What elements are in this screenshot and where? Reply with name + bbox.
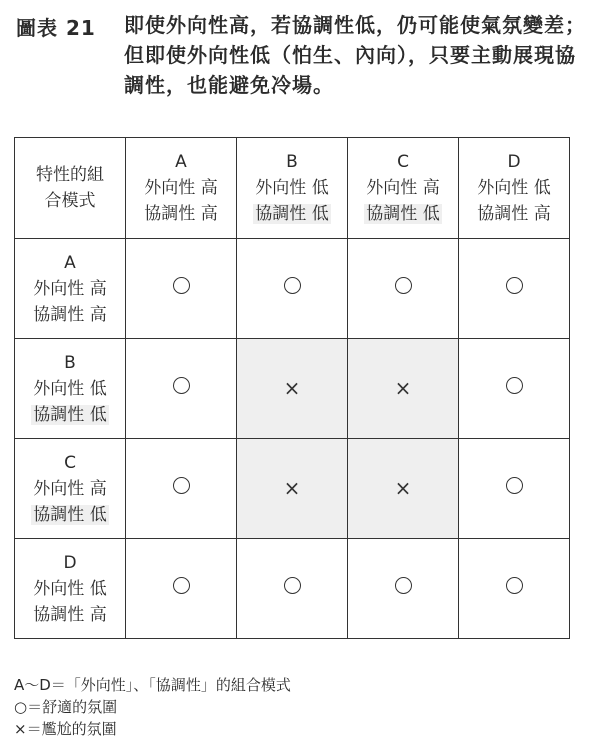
cross-icon: × [283, 375, 301, 400]
circle-icon [506, 377, 523, 394]
row-agreeableness: 協調性 低 [33, 504, 107, 525]
matrix-cell-shaded [237, 339, 348, 439]
matrix-cell [126, 439, 237, 539]
circle-icon [173, 577, 190, 594]
corner-label-line1: 特性的組 [36, 165, 104, 185]
column-agreeableness: 協調性 低 [366, 204, 440, 224]
circle-icon [506, 277, 523, 294]
column-extraversion: 外向性 高 [144, 178, 218, 198]
legend [14, 674, 291, 740]
column-extraversion: 外向性 低 [477, 178, 551, 198]
row-agreeableness: 協調性 高 [33, 604, 107, 625]
matrix-cell [459, 439, 570, 539]
circle-icon [173, 477, 190, 494]
column-letter: A [175, 152, 187, 172]
cross-icon: × [283, 475, 301, 500]
column-header-b [237, 138, 348, 239]
cross-icon: × [394, 375, 412, 400]
circle-icon [395, 577, 412, 594]
column-letter: D [507, 152, 521, 172]
legend-cross-note: ×＝尷尬的氛圍 [14, 720, 117, 738]
column-extraversion: 外向性 低 [255, 178, 329, 198]
matrix-cell [126, 539, 237, 639]
row-extraversion: 外向性 低 [33, 378, 107, 399]
column-header-d [459, 138, 570, 239]
corner-cell [15, 138, 126, 239]
legend-pattern-note: A～D＝「外向性」、「協調性」的組合模式 [14, 676, 291, 694]
cross-icon: × [394, 475, 412, 500]
legend-circle-note: ○＝舒適的氛圍 [14, 698, 118, 716]
row-letter: D [63, 552, 77, 573]
matrix-cell [459, 539, 570, 639]
column-agreeableness: 協調性 高 [477, 204, 551, 224]
circle-icon [284, 577, 301, 594]
combination-matrix [14, 137, 570, 639]
matrix-cell [237, 539, 348, 639]
table-row-c [15, 439, 570, 539]
figure-caption: 即使外向性高，若協調性低，仍可能使氣氛變差；但即使外向性低（怕生、內向），只要主動展現協調性，也能避免冷場。 [124, 13, 586, 97]
column-header-a [126, 138, 237, 239]
table-row-a [15, 239, 570, 339]
row-letter: B [64, 352, 76, 373]
row-header-c [15, 439, 126, 539]
circle-icon [506, 577, 523, 594]
corner-label-line2: 合模式 [44, 191, 96, 211]
table-row-b [15, 339, 570, 439]
header-row [15, 138, 570, 239]
matrix-cell [237, 239, 348, 339]
column-header-c [348, 138, 459, 239]
matrix-cell [459, 339, 570, 439]
row-header-a [15, 239, 126, 339]
column-extraversion: 外向性 高 [366, 178, 440, 198]
circle-icon [173, 377, 190, 394]
column-letter: C [397, 152, 409, 172]
matrix-cell [126, 339, 237, 439]
matrix-cell [459, 239, 570, 339]
row-header-d [15, 539, 126, 639]
row-extraversion: 外向性 低 [33, 578, 107, 599]
row-agreeableness: 協調性 低 [33, 404, 107, 425]
column-letter: B [286, 152, 298, 172]
matrix-cell-shaded [237, 439, 348, 539]
circle-icon [395, 277, 412, 294]
matrix-cell [348, 539, 459, 639]
table-row-d [15, 539, 570, 639]
matrix-cell [126, 239, 237, 339]
column-agreeableness: 協調性 低 [255, 204, 329, 224]
circle-icon [506, 477, 523, 494]
row-header-b [15, 339, 126, 439]
row-agreeableness: 協調性 高 [33, 304, 107, 325]
row-extraversion: 外向性 高 [33, 478, 107, 499]
circle-icon [284, 277, 301, 294]
matrix-cell [348, 239, 459, 339]
row-letter: A [64, 252, 76, 273]
matrix-cell-shaded [348, 439, 459, 539]
figure-label: 圖表 21 [16, 16, 96, 40]
column-agreeableness: 協調性 高 [144, 204, 218, 224]
circle-icon [173, 277, 190, 294]
row-extraversion: 外向性 高 [33, 278, 107, 299]
row-letter: C [64, 452, 76, 473]
matrix-cell-shaded [348, 339, 459, 439]
